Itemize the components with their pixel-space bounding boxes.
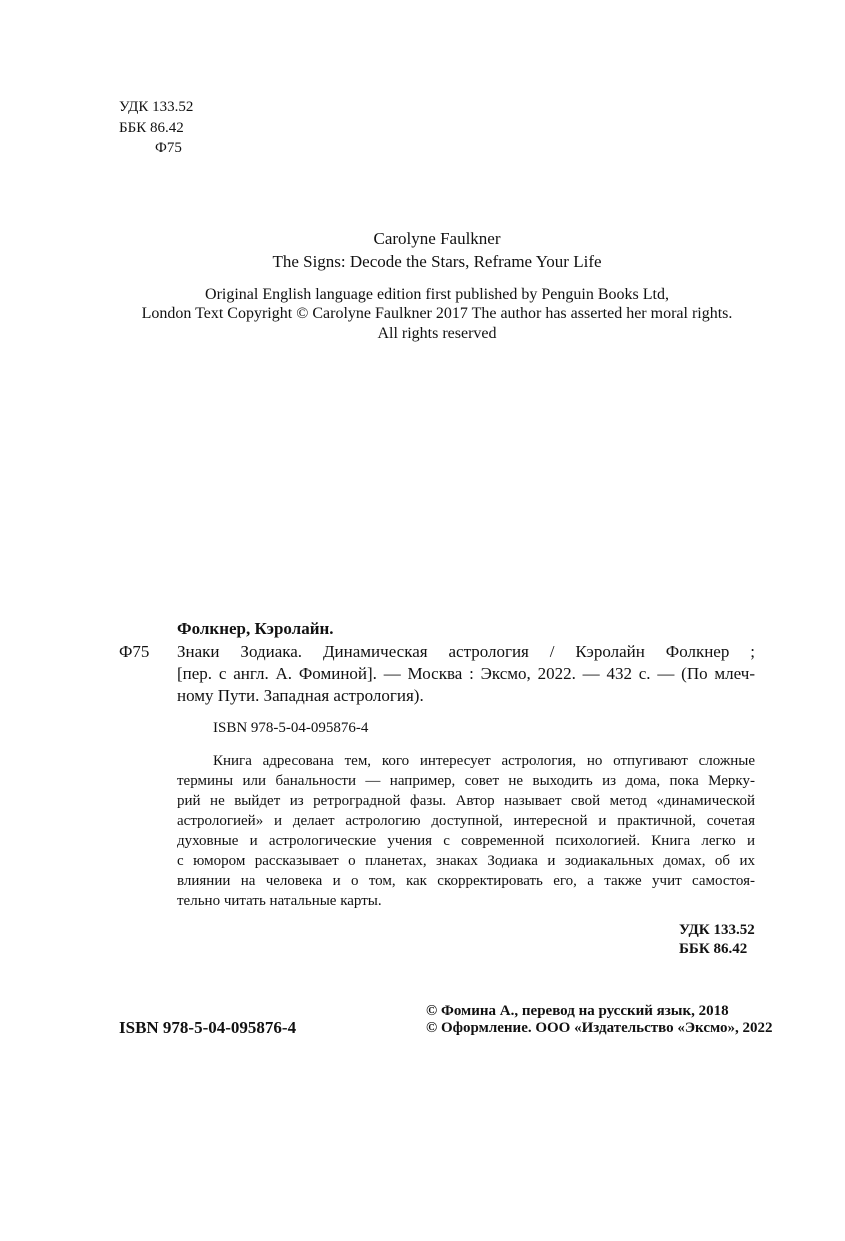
copyright-design: © Оформление. ООО «Издательство «Эксмо», 2022 [426, 1020, 773, 1036]
annotation-line-3: рий не выйдет из ретроградной фазы. Автор называет свой метод «динамической [177, 793, 755, 809]
original-title: The Signs: Decode the Stars, Reframe Your Life [272, 252, 602, 271]
annotation-line-7: влиянии на человека и о том, как скорректировать его, а также учит самостоя- [177, 873, 755, 889]
annotation-line-8: тельно читать натальные карты. [177, 893, 382, 909]
footer-isbn: ISBN 978-5-04-095876-4 [119, 1018, 297, 1037]
catalog-udk: УДК 133.52 [679, 922, 755, 938]
catalog-line-2: [пер. с англ. А. Фоминой]. — Москва : Эксмо, 2022. — 432 с. — (По млеч- [177, 664, 755, 683]
original-author: Carolyne Faulkner [373, 229, 501, 248]
edition-line-3: All rights reserved [377, 325, 497, 342]
edition-line-2: London Text Copyright © Carolyne Faulkner 2017 The author has asserted her moral rights. [141, 305, 733, 322]
annotation-line-2: термины или банальности — например, совет не выходить из дома, пока Мерку- [177, 773, 755, 789]
top-bbk: ББК 86.42 [119, 120, 184, 136]
edition-line-1: Original English language edition first published by Penguin Books Ltd, [205, 286, 669, 303]
annotation-line-6: с юмором рассказывает о планетах, знаках Зодиака и зодиакальных домах, об их [177, 853, 755, 869]
annotation-line-1: Книга адресована тем, кого интересует астрология, но отпугивают сложные [213, 753, 755, 769]
catalog-author-heading: Фолкнер, Кэролайн. [177, 619, 334, 638]
copyright-translation: © Фомина А., перевод на русский язык, 2018 [426, 1003, 729, 1019]
top-udk: УДК 133.52 [119, 99, 194, 115]
catalog-bbk: ББК 86.42 [679, 941, 748, 957]
top-author-mark: Ф75 [155, 140, 182, 156]
catalog-isbn: ISBN 978-5-04-095876-4 [213, 720, 369, 736]
catalog-line-3: ному Пути. Западная астрология). [177, 686, 424, 705]
catalog-description [177, 641, 755, 707]
catalog-author-mark: Ф75 [119, 642, 150, 661]
catalog-line-1: Знаки Зодиака. Динамическая астрология / Кэролайн Фолкнер ; [177, 642, 755, 661]
annotation-line-4: астрологией» и делает астрологию доступной, интересной и практичной, сочетая [177, 813, 755, 829]
annotation [177, 751, 755, 911]
annotation-line-5: духовные и астрологические учения с современной психологией. Книга легко и [177, 833, 755, 849]
